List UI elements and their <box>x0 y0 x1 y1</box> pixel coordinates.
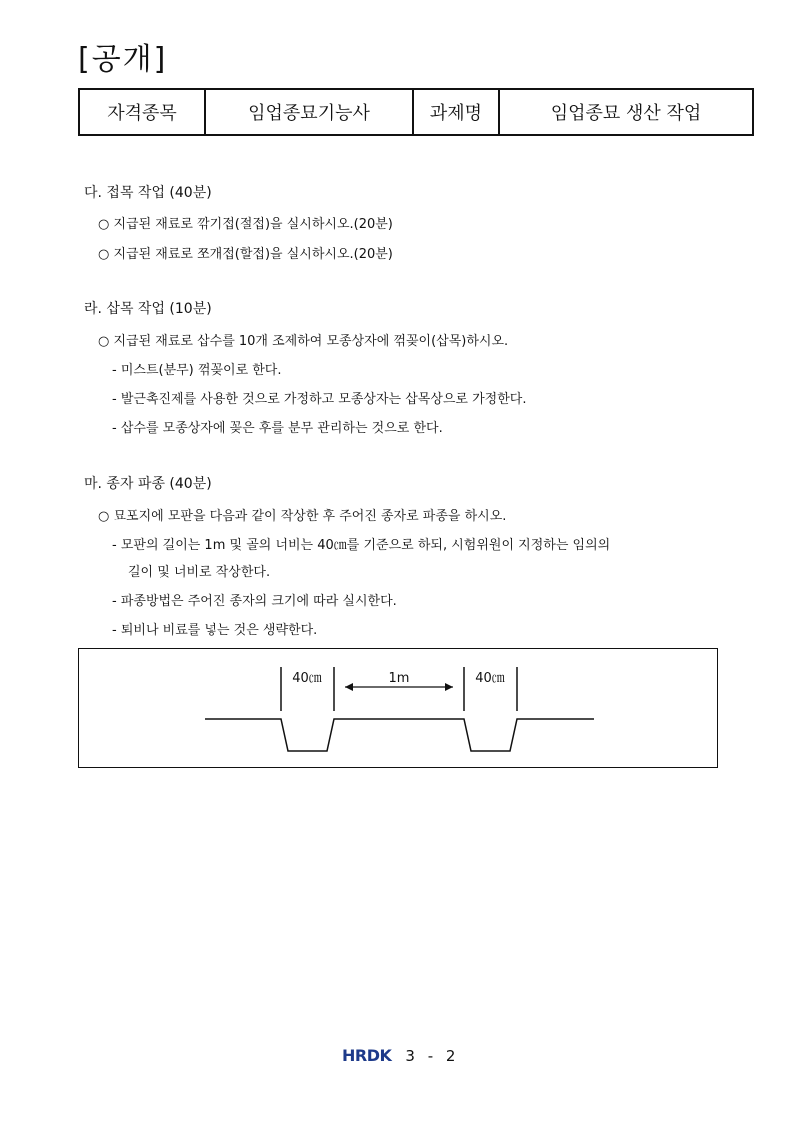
disclosure-tag: [공개] <box>78 42 168 77</box>
task-value: 임업종묘 생산 작업 <box>499 89 753 135</box>
width-label-right: 40㎝ <box>475 671 505 686</box>
seedbed-diagram <box>78 648 718 768</box>
list-item: ○ 지급된 재료로 삽수를 10개 조제하여 모종상자에 꺾꽂이(삽목)하시오. <box>98 334 509 349</box>
list-item: - 발근촉진제를 사용한 것으로 가정하고 모종상자는 삽목상으로 가정한다. <box>112 392 527 407</box>
list-item: - 삽수를 모종상자에 꽂은 후를 분무 관리하는 것으로 한다. <box>112 421 443 436</box>
section-grafting-title: 다. 접목 작업 (40분) <box>84 185 212 201</box>
list-item: - 모판의 길이는 1m 및 골의 너비는 40㎝를 기준으로 하되, 시험위원이 지정하는 임의의 <box>112 538 611 553</box>
qualification-label: 자격종목 <box>79 89 205 135</box>
list-item: - 미스트(분무) 꺾꽂이로 한다. <box>112 363 282 378</box>
width-label-left: 40㎝ <box>292 671 322 686</box>
hrdk-logo: HRDK <box>342 1046 392 1065</box>
page-number: 3 - 2 <box>405 1046 460 1065</box>
list-item: ○ 묘포지에 모판을 다음과 같이 작상한 후 주어진 종자로 파종을 하시오. <box>98 509 507 524</box>
list-item: ○ 지급된 재료로 쪼개접(할접)을 실시하시오.(20분) <box>98 247 393 262</box>
list-item: 길이 및 너비로 작상한다. <box>128 565 271 580</box>
list-item: - 파종방법은 주어진 종자의 크기에 따라 실시한다. <box>112 594 397 609</box>
length-label: 1m <box>388 671 410 686</box>
section-cutting-title: 라. 삽목 작업 (10분) <box>84 301 212 317</box>
task-label: 과제명 <box>413 89 499 135</box>
section-sowing-title: 마. 종자 파종 (40분) <box>84 476 212 492</box>
page-footer <box>342 1046 459 1065</box>
qualification-value: 임업종묘기능사 <box>205 89 413 135</box>
list-item: - 퇴비나 비료를 넣는 것은 생략한다. <box>112 623 318 638</box>
list-item: ○ 지급된 재료로 깎기접(절접)을 실시하시오.(20분) <box>98 217 393 232</box>
header-table <box>78 88 754 136</box>
